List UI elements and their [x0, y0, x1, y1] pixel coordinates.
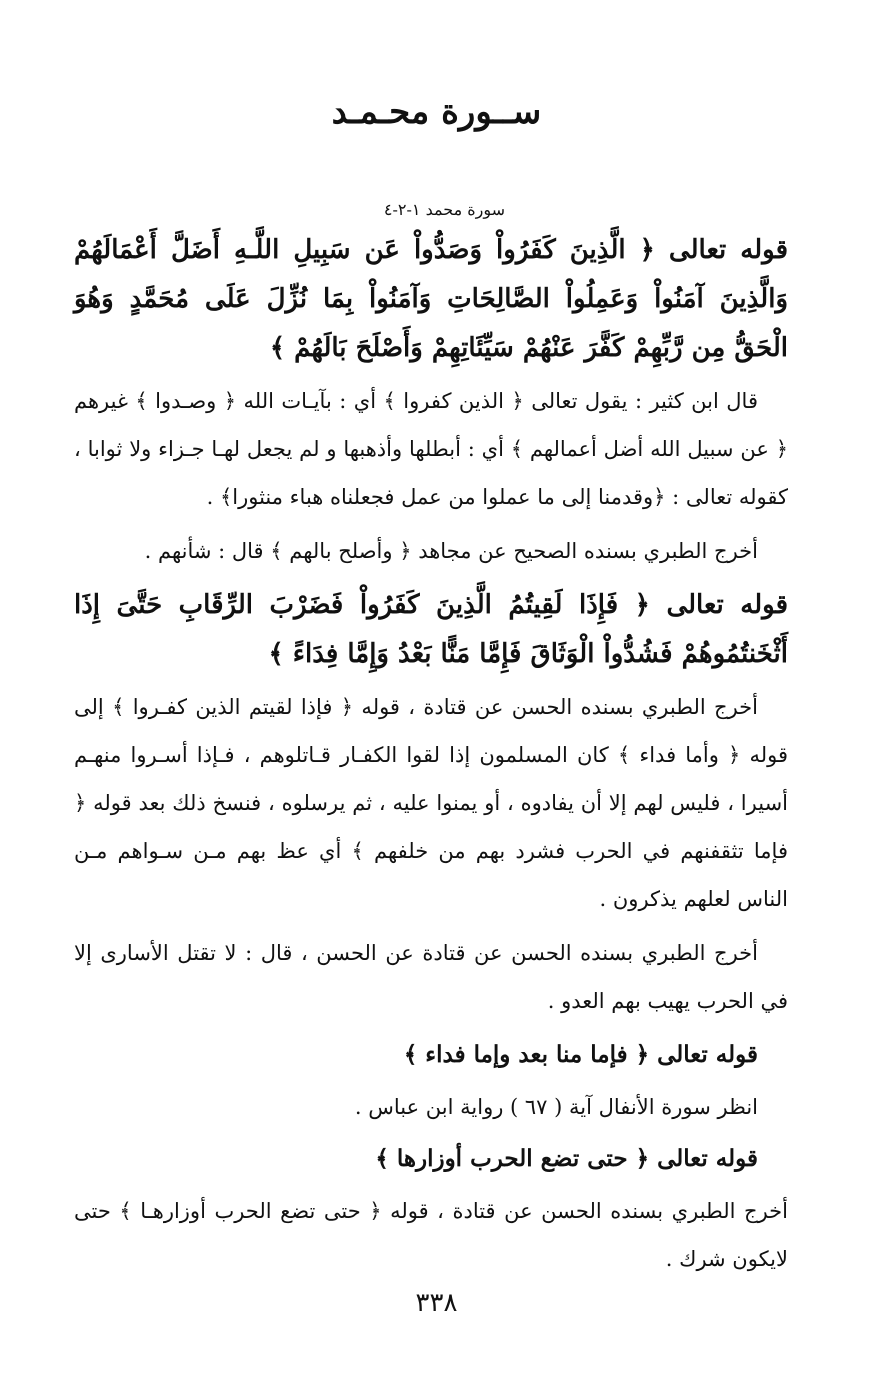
page-content: [74, 226, 788, 1289]
surah-title: ســورة محـمـد: [331, 92, 542, 132]
commentary-paragraph: أخرج الطبري بسنده الحسن عن قتادة ، قوله ﴿ حتى تضع الحرب أوزارهـا ﴾ حتى لايكون شرك .: [74, 1199, 788, 1271]
verse-block: قوله تعالى ﴿ فَإِذَا لَقِيتُمُ الَّذِينَ كَفَرُواْ فَضَرْبَ الرِّقَابِ حَتَّىَ إِذَا أَثْخَنتُمُوهُمْ فَشُدُّواْ الْوَثَاقَ فَإِمَّا مَنًّا بَعْدُ وَإِمَّا فِدَاءً ﴾: [74, 590, 788, 669]
commentary-paragraph: أخرج الطبري بسنده الصحيح عن مجاهد ﴿ وأصلح بالهم ﴾ قال : شأنهم .: [144, 539, 758, 563]
commentary-paragraph: أخرج الطبري بسنده الحسن عن قتادة عن الحسن ، قال : لا تقتل الأسارى إلا في الحرب يهيب بهم العدو .: [74, 941, 788, 1013]
commentary-paragraph: أخرج الطبري بسنده الحسن عن قتادة ، قوله ﴿ فإذا لقيتم الذين كفـروا ﴾ إلى قوله ﴿ وأما فداء ﴾ كان المسلمون إذا لقوا الكفـار قـاتلوهم ، فـإذا أسـروا منهـم أسيرا ، فليس لهم إلا أن يفادوه ، أو يمنوا عليه ، ثم يرسلوه ، فنسخ ذلك بعد قوله ﴿ فإما تثقفنهم في الحرب فشرد بهم من خلفهم ﴾ أي عظ بهم مـن سـواهم مـن الناس لعلهم يذكرون .: [74, 695, 788, 911]
verse-heading: قوله تعالى ﴿ حتى تضع الحرب أوزارها ﴾: [375, 1145, 758, 1172]
commentary-paragraph: قال ابن كثير : يقول تعالى ﴿ الذين كفروا ﴾ أي : بآيـات الله ﴿ وصـدوا ﴾ غيرهم ﴿ عن سبيل الله أضل أعمالهم ﴾ أي : أبطلها وأذهبها و لم يجعل لهـا جـزاء ولا ثوابا ، كقوله تعالى : ﴿وقدمنا إلى ما عملوا من عمل فجعلناه هباء منثورا﴾ .: [74, 389, 788, 509]
page-number: ٣٣٨: [415, 1288, 458, 1318]
cross-reference-note: انظر سورة الأنفال آية ( ٦٧ ) رواية ابن عباس .: [354, 1095, 758, 1119]
verse-reference: سورة محمد ١-٢-٤: [383, 200, 505, 219]
verse-heading: قوله تعالى ﴿ فإما منا بعد وإما فداء ﴾: [403, 1041, 758, 1068]
verse-block: قوله تعالى ﴿ الَّذِينَ كَفَرُواْ وَصَدُّواْ عَن سَبِيلِ اللَّـهِ أَضَلَّ أَعْمَالَهُمْ وَالَّذِينَ آمَنُواْ وَعَمِلُواْ الصَّالِحَاتِ وَآمَنُواْ بِمَا نُزِّلَ عَلَى مُحَمَّدٍ وَهُوَ الْحَقُّ مِن رَّبِّهِمْ كَفَّرَ عَنْهُمْ سَيِّئَاتِهِمْ وَأَصْلَحَ بَالَهُمْ ﴾: [74, 235, 788, 363]
